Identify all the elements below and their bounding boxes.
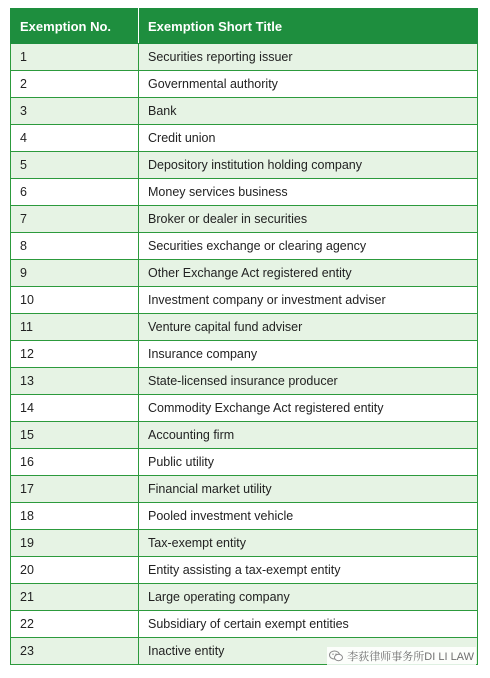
table-row bbox=[11, 179, 478, 206]
watermark bbox=[327, 647, 476, 665]
table-row bbox=[11, 530, 478, 557]
exemption-title-cell: Investment company or investment adviser bbox=[139, 287, 478, 314]
exemption-number-cell: 18 bbox=[11, 503, 139, 530]
exemption-title-cell: Financial market utility bbox=[139, 476, 478, 503]
exemption-title-cell: Pooled investment vehicle bbox=[139, 503, 478, 530]
table-row bbox=[11, 260, 478, 287]
table-row bbox=[11, 476, 478, 503]
exemption-title-cell: Money services business bbox=[139, 179, 478, 206]
table-row bbox=[11, 368, 478, 395]
table-row bbox=[11, 503, 478, 530]
exemption-title-cell: Large operating company bbox=[139, 584, 478, 611]
table-row bbox=[11, 287, 478, 314]
exemption-title-cell: Public utility bbox=[139, 449, 478, 476]
exemption-number-cell: 9 bbox=[11, 260, 139, 287]
exemption-title-cell: Broker or dealer in securities bbox=[139, 206, 478, 233]
exemption-title-cell: Entity assisting a tax-exempt entity bbox=[139, 557, 478, 584]
table-row bbox=[11, 71, 478, 98]
table-row bbox=[11, 584, 478, 611]
exemption-number-cell: 1 bbox=[11, 44, 139, 71]
column-header-exemption-no: Exemption No. bbox=[11, 9, 139, 44]
table-row bbox=[11, 44, 478, 71]
table-body bbox=[11, 44, 478, 665]
exemption-number-cell: 16 bbox=[11, 449, 139, 476]
table-row bbox=[11, 98, 478, 125]
exemption-number-cell: 11 bbox=[11, 314, 139, 341]
exemption-number-cell: 17 bbox=[11, 476, 139, 503]
exemption-title-cell: Tax-exempt entity bbox=[139, 530, 478, 557]
exemption-title-cell: Insurance company bbox=[139, 341, 478, 368]
exemption-title-cell: Inactive entity bbox=[139, 638, 478, 665]
exemption-number-cell: 13 bbox=[11, 368, 139, 395]
exemptions-table bbox=[10, 8, 478, 665]
table-row bbox=[11, 152, 478, 179]
exemption-number-cell: 6 bbox=[11, 179, 139, 206]
exemption-title-cell: Venture capital fund adviser bbox=[139, 314, 478, 341]
exemption-title-cell: Subsidiary of certain exempt entities bbox=[139, 611, 478, 638]
table-row bbox=[11, 341, 478, 368]
wechat-icon bbox=[329, 650, 343, 662]
exemption-number-cell: 20 bbox=[11, 557, 139, 584]
exemption-number-cell: 3 bbox=[11, 98, 139, 125]
exemption-number-cell: 7 bbox=[11, 206, 139, 233]
exemption-title-cell: Securities exchange or clearing agency bbox=[139, 233, 478, 260]
watermark-text: 李荻律师事务所DI LI LAW bbox=[347, 651, 474, 663]
exemption-number-cell: 4 bbox=[11, 125, 139, 152]
exemption-title-cell: Commodity Exchange Act registered entity bbox=[139, 395, 478, 422]
exemption-number-cell: 23 bbox=[11, 638, 139, 665]
exemption-title-cell: Securities reporting issuer bbox=[139, 44, 478, 71]
table-header-row bbox=[11, 9, 478, 44]
exemption-number-cell: 15 bbox=[11, 422, 139, 449]
table-row bbox=[11, 557, 478, 584]
exemption-number-cell: 19 bbox=[11, 530, 139, 557]
exemption-title-cell: Accounting firm bbox=[139, 422, 478, 449]
table-row bbox=[11, 125, 478, 152]
exemption-title-cell: Bank bbox=[139, 98, 478, 125]
exemption-number-cell: 5 bbox=[11, 152, 139, 179]
exemption-title-cell: Other Exchange Act registered entity bbox=[139, 260, 478, 287]
exemption-number-cell: 14 bbox=[11, 395, 139, 422]
table-row bbox=[11, 611, 478, 638]
table-row bbox=[11, 422, 478, 449]
exemption-number-cell: 12 bbox=[11, 341, 139, 368]
exemption-number-cell: 10 bbox=[11, 287, 139, 314]
table-row bbox=[11, 314, 478, 341]
exemption-number-cell: 22 bbox=[11, 611, 139, 638]
column-header-exemption-title: Exemption Short Title bbox=[139, 9, 478, 44]
exemption-title-cell: State-licensed insurance producer bbox=[139, 368, 478, 395]
exemption-number-cell: 2 bbox=[11, 71, 139, 98]
exemption-title-cell: Depository institution holding company bbox=[139, 152, 478, 179]
exemptions-table-container bbox=[10, 8, 477, 665]
exemption-number-cell: 21 bbox=[11, 584, 139, 611]
table-row bbox=[11, 449, 478, 476]
exemption-title-cell: Governmental authority bbox=[139, 71, 478, 98]
exemption-title-cell: Credit union bbox=[139, 125, 478, 152]
table-row bbox=[11, 206, 478, 233]
table-row bbox=[11, 233, 478, 260]
exemption-number-cell: 8 bbox=[11, 233, 139, 260]
table-row bbox=[11, 395, 478, 422]
